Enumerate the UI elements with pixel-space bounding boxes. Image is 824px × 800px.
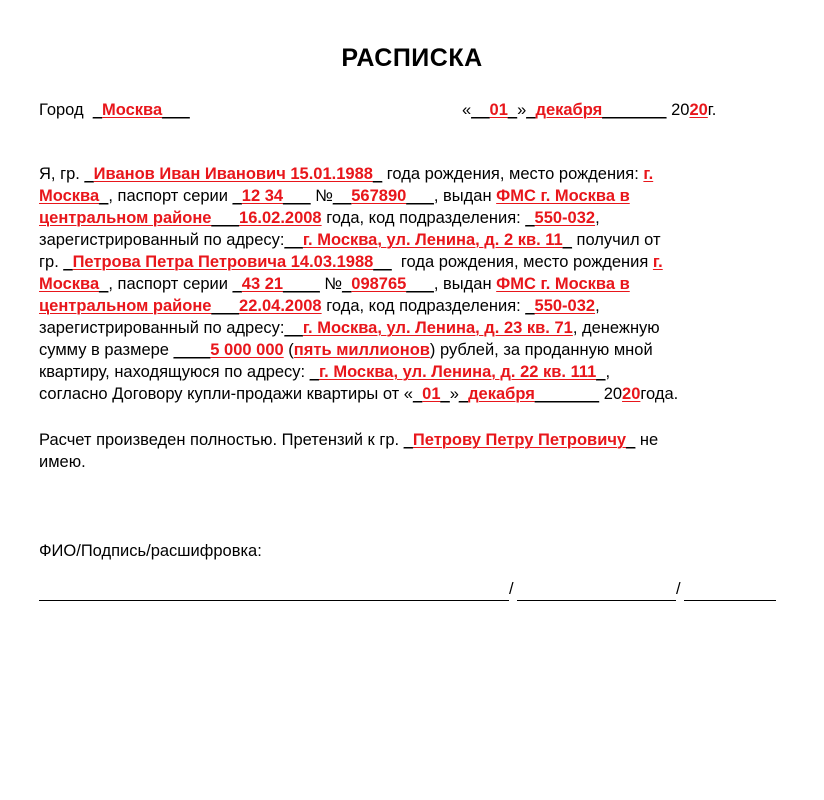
paragraph-line-11: согласно Договору купли-продажи квартиры от «_01_»_декабря_______ 2020года. [39, 385, 679, 403]
seller-passport-series: 12 34 [241, 187, 284, 205]
buyer-passport-number: 098765 [351, 275, 407, 293]
seller-division-code: 550-032 [534, 209, 596, 227]
signature-name-line [39, 600, 509, 601]
date-line: «__01_»_декабря_______ 2020г. [462, 101, 717, 119]
seller-passport-number: 567890 [351, 187, 407, 205]
amount-digits: 5 000 000 [210, 341, 284, 359]
buyer-name-dative: Петрову Петру Петровичу [412, 431, 627, 449]
signature-decode-line [684, 600, 776, 601]
buyer-birthplace: Москва [39, 275, 100, 293]
document-title: РАСПИСКА [341, 44, 483, 72]
amount-words: пять миллионов [293, 341, 430, 359]
paragraph-line-2: Москва_, паспорт серии _12 34___ №__567890___, выдан ФМС г. Москва в [39, 187, 630, 205]
contract-day: 01 [422, 385, 441, 403]
date-day: 01 [489, 101, 508, 119]
seller-address: г. Москва, ул. Ленина, д. 2 кв. 11 [302, 231, 563, 249]
seller-name: Иванов Иван Иванович 15.01.1988 [93, 165, 373, 183]
paragraph-line-4: зарегистрированный по адресу:__г. Москва, ул. Ленина, д. 2 кв. 11_ получил от [39, 231, 661, 249]
signature-sign-line [517, 600, 676, 601]
city-date-line: Город _Москва___ [39, 101, 190, 119]
seller-birthplace: Москва [39, 187, 100, 205]
signature-separator-2: / [676, 580, 681, 598]
seller-issuer: центральном районе [39, 209, 212, 227]
contract-year: 20 [622, 385, 641, 403]
contract-month: декабря [468, 385, 535, 403]
date-year: 20 [689, 101, 708, 119]
paragraph-line-8: зарегистрированный по адресу:__г. Москва, ул. Ленина, д. 23 кв. 71, денежную [39, 319, 660, 337]
paragraph-line-7: центральном районе___22.04.2008 года, код подразделения: _550-032, [39, 297, 600, 315]
paragraph-line-10: квартиру, находящуюся по адресу: _г. Москва, ул. Ленина, д. 22 кв. 111_, [39, 363, 611, 381]
settlement-line-1: Расчет произведен полностью. Претензий к гр. _Петрову Петру Петровичу_ не [39, 431, 659, 449]
buyer-passport-series: 43 21 [241, 275, 284, 293]
city-label: Город [39, 101, 84, 119]
settlement-line-2: имею. [39, 453, 86, 471]
paragraph-line-1: Я, гр. _Иванов Иван Иванович 15.01.1988_ года рождения, место рождения: г. [39, 165, 654, 183]
signature-separator-1: / [509, 580, 514, 598]
buyer-division-code: 550-032 [534, 297, 596, 315]
seller-issue-date: 16.02.2008 [239, 209, 322, 227]
buyer-issuer: центральном районе [39, 297, 212, 315]
buyer-name: Петрова Петра Петровича 14.03.1988 [72, 253, 374, 271]
signature-label: ФИО/Подпись/расшифровка: [39, 542, 262, 560]
paragraph-line-9: сумму в размере ____5 000 000 (пять миллионов) рублей, за проданную мной [39, 341, 653, 359]
city-value: Москва [102, 101, 163, 119]
buyer-address: г. Москва, ул. Ленина, д. 23 кв. 71 [302, 319, 573, 337]
paragraph-line-3: центральном районе___16.02.2008 года, код подразделения: _550-032, [39, 209, 600, 227]
buyer-issue-date: 22.04.2008 [239, 297, 322, 315]
apartment-address: г. Москва, ул. Ленина, д. 22 кв. 111 [318, 363, 597, 381]
paragraph-line-5: гр. _Петрова Петра Петровича 14.03.1988__ года рождения, место рождения г. [39, 253, 663, 271]
paragraph-line-6: Москва_, паспорт серии _43 21____ №_098765___, выдан ФМС г. Москва в [39, 275, 630, 293]
date-month: декабря [535, 101, 603, 119]
